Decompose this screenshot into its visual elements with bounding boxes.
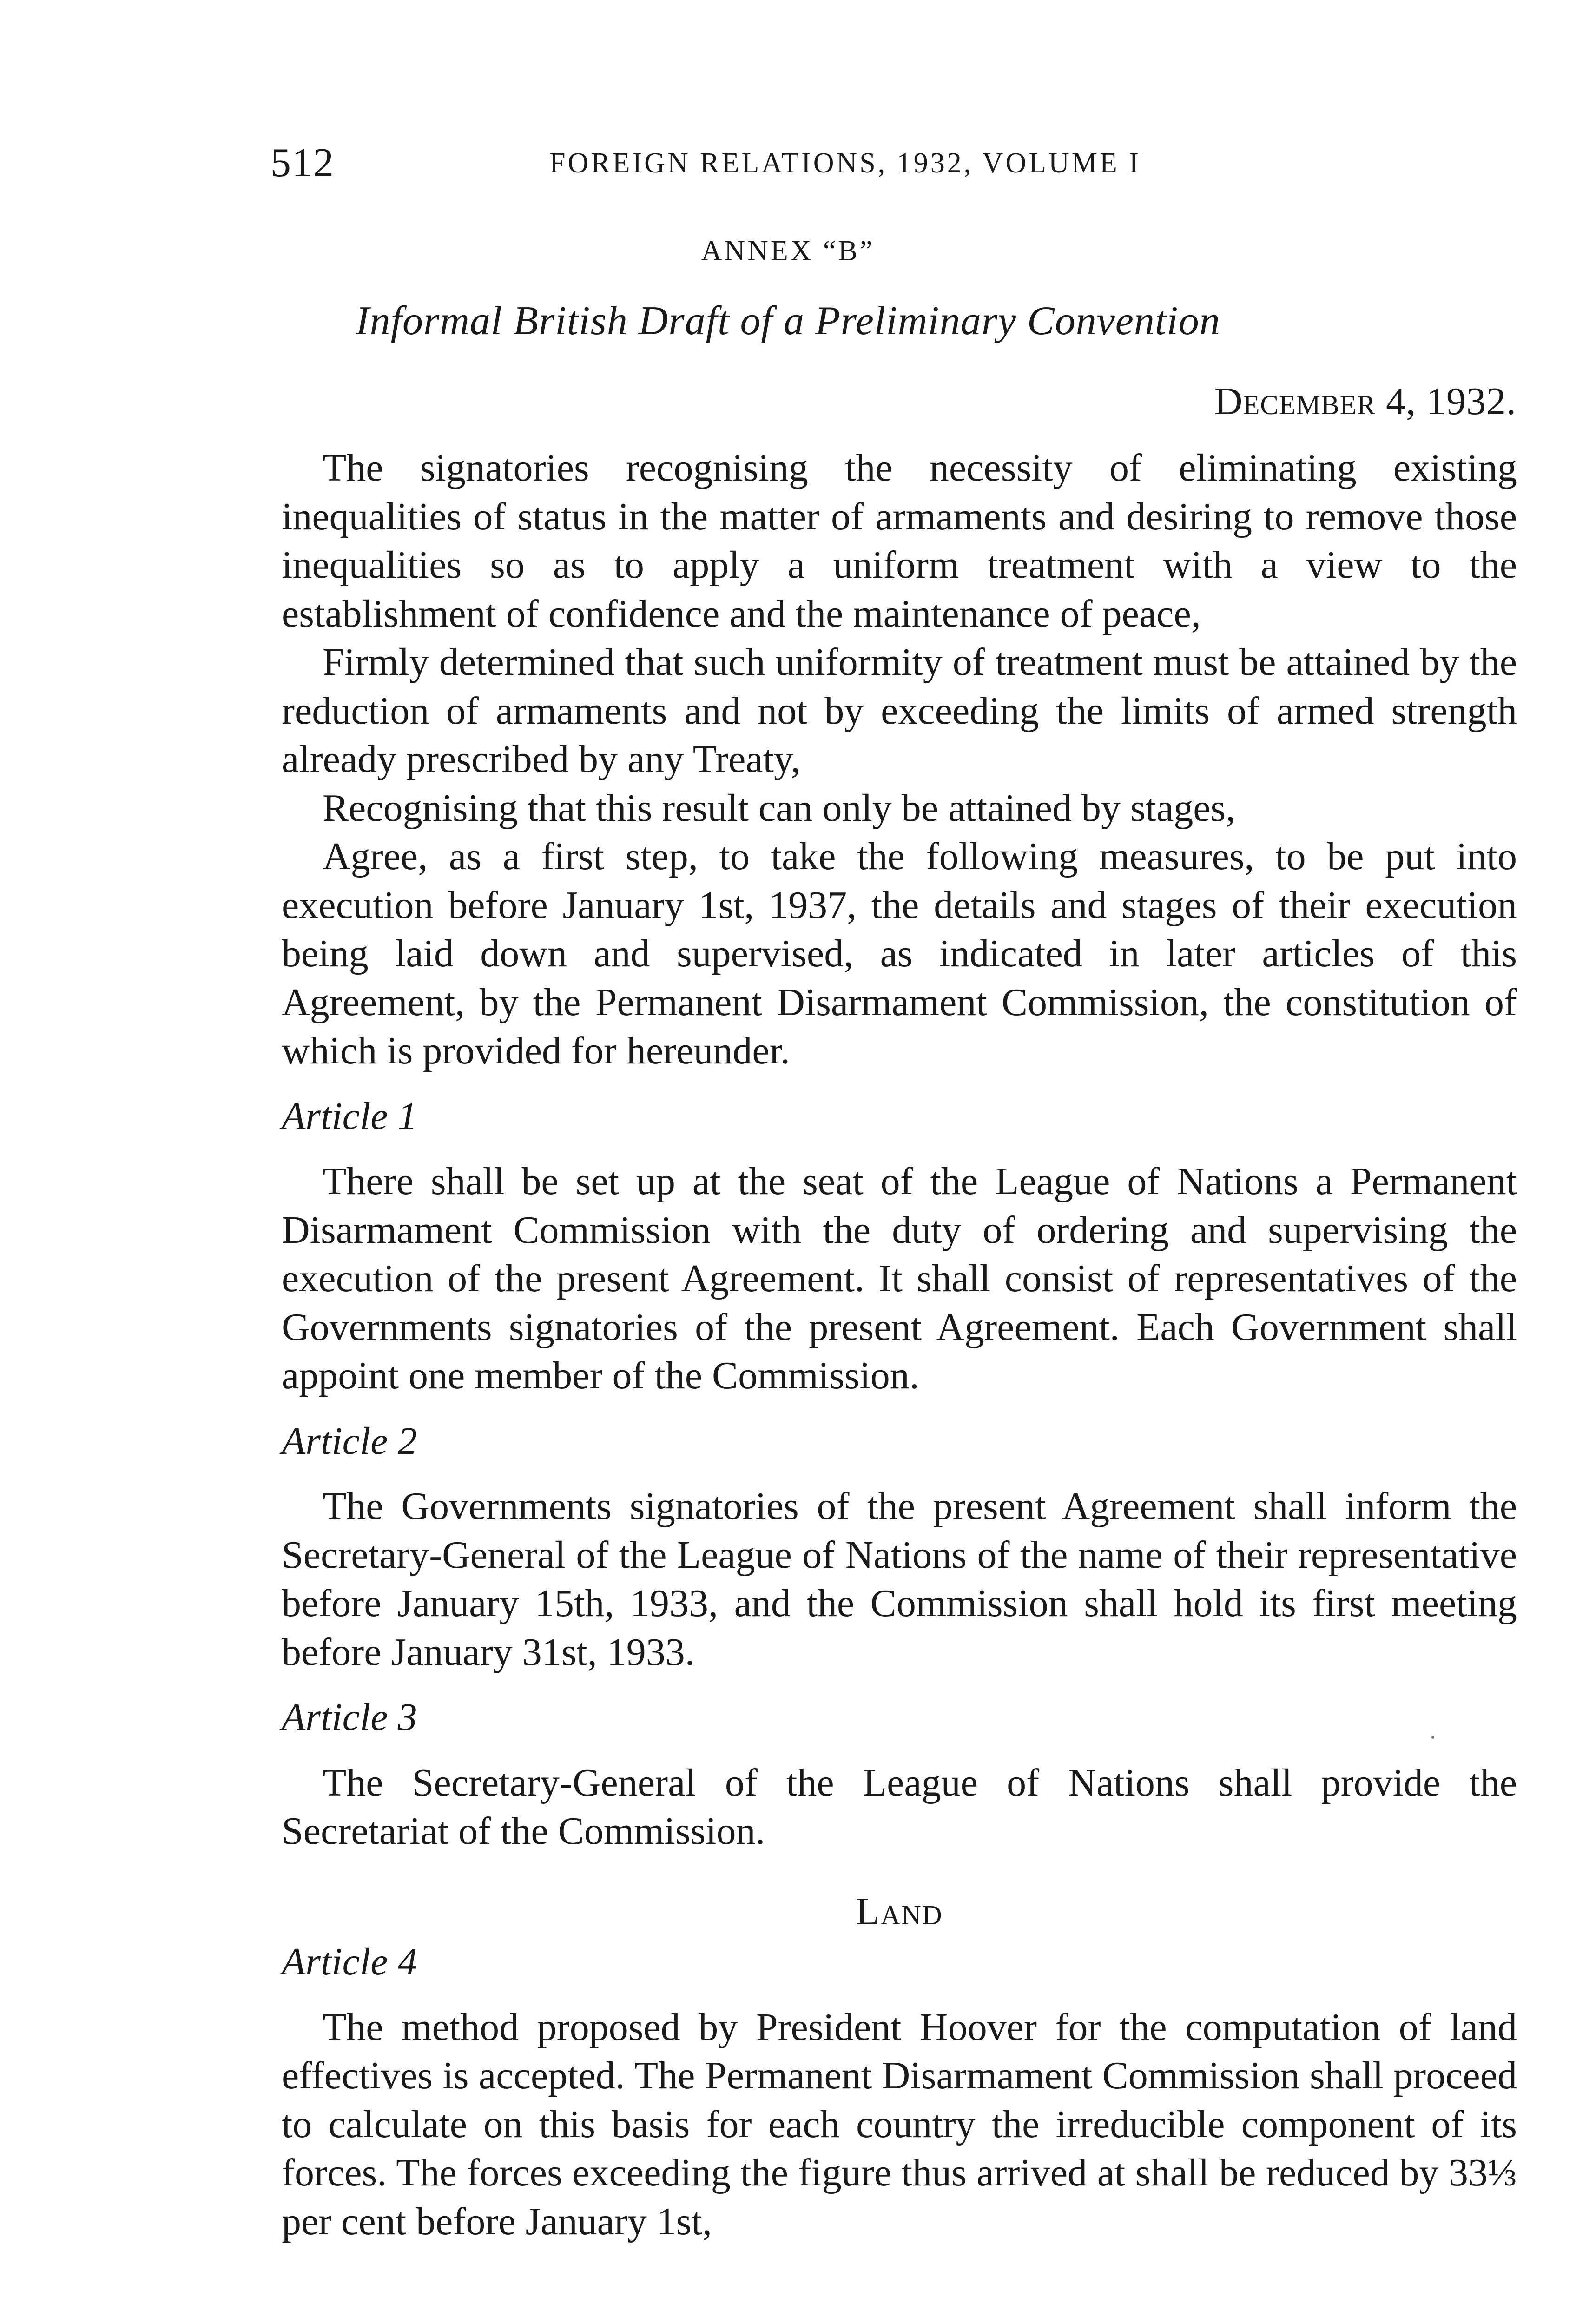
section-heading-land: Land (856, 1889, 943, 1933)
preamble-paragraph: Firmly determined that such uniformity of treatment must be attained by the reduction of armaments and not by exceeding the limits of armed strength already prescribed by any Treaty, (282, 640, 1517, 781)
document-body (282, 444, 1517, 2246)
scan-speck (1431, 1736, 1434, 1739)
article-2-text: The Governments signatories of the present Agreement shall inform the Secretary-General of the League of Nations of the name of their representative before January 15th, 1933, and the Commission shall hold its first meeting before January 31st, 1933. (282, 1485, 1517, 1674)
annex-subtitle: Informal British Draft of a Preliminary Convention (356, 298, 1220, 343)
article-3-text: The Secretary-General of the League of Nations shall provide the Secretariat of the Commission. (282, 1761, 1517, 1853)
annex-title: ANNEX “B” (701, 235, 875, 267)
article-2-heading: Article 2 (282, 1419, 417, 1463)
page-number: 512 (270, 140, 335, 185)
document-date: December 4, 1932. (1214, 380, 1517, 423)
article-4-text: The method proposed by President Hoover for the computation of land effectives is accepted. The Permanent Disarmament Commission shall proceed to calculate on this basis for each country the irreducible component of its forces. The forces exceeding the figure thus arrived at shall be reduced by 33⅓ per cent before January 1st, (282, 2005, 1517, 2243)
article-4-heading: Article 4 (282, 1940, 417, 1983)
preamble-paragraph: Recognising that this result can only be attained by stages, (323, 786, 1236, 830)
preamble-paragraph: The signatories recognising the necessity of eliminating existing inequalities of status in the matter of armaments and desiring to remove those inequalities so as to apply a uniform treatment with a view to the establishment of confidence and the maintenance of peace, (282, 446, 1517, 635)
running-head: FOREIGN RELATIONS, 1932, VOLUME I (549, 147, 1141, 179)
article-1-heading: Article 1 (282, 1094, 417, 1138)
page-header (270, 139, 1525, 195)
article-3-heading: Article 3 (282, 1696, 417, 1739)
article-1-text: There shall be set up at the seat of the League of Nations a Permanent Disarmament Commission with the duty of ordering and supervising the execution of the present Agreement. It shall consist of representatives of the Governments signatories of the present Agreement. Each Government shall appoint one member of the Commission. (282, 1160, 1517, 1397)
preamble-paragraph: Agree, as a first step, to take the following measures, to be put into execution before January 1st, 1937, the details and stages of their execution being laid down and supervised, as indicated in later articles of this Agreement, by the Permanent Disarmament Commission, the constitution of which is provided for hereunder. (282, 835, 1517, 1072)
